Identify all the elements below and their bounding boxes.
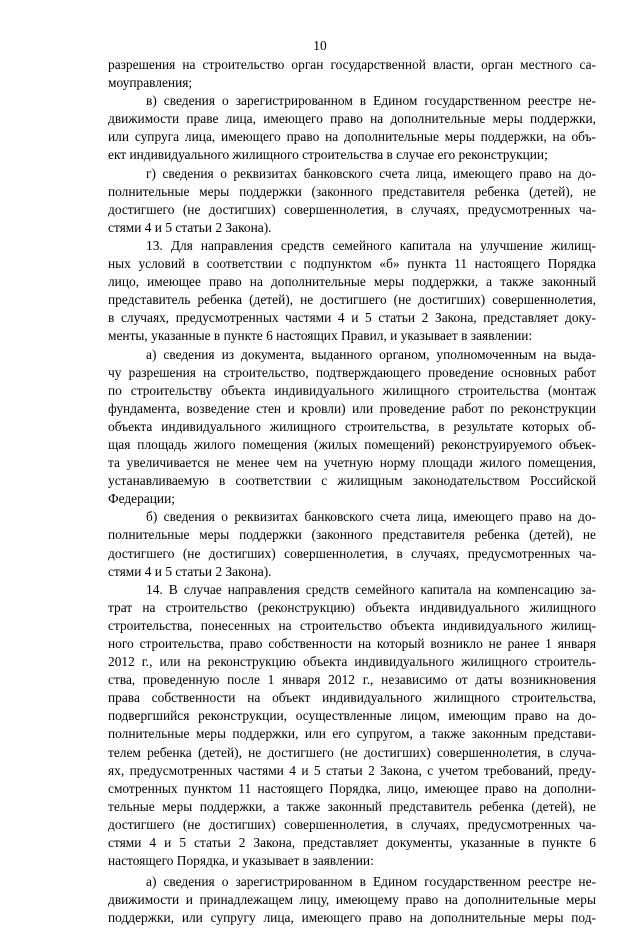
text-line: 2012 г., или на реконструкцию объекта индивидуального жилищного строитель- bbox=[108, 654, 596, 670]
text-line: устанавливаемую в соответствии с жилищным законодательством Российской bbox=[108, 473, 596, 489]
text-line: движимости праве лица, имеющего право на дополнительные меры поддержки, bbox=[108, 111, 596, 127]
text-line: ного строительства, право собственности на который возникло не ранее 1 января bbox=[108, 636, 596, 651]
text-line: подвергшийся реконструкции, осуществленные лицом, имеющим право на до- bbox=[108, 708, 596, 724]
text-line: ства, проведенную после 1 января 2012 г., независимо от даты возникновения bbox=[108, 672, 596, 688]
text-line: ект индивидуального жилищного строительства в случае его реконструкции; bbox=[108, 147, 548, 163]
page-number: 10 bbox=[313, 38, 327, 53]
text-line: достигшего (не достигших) совершеннолетия, в случаях, предусмотренных ча- bbox=[108, 201, 596, 217]
text-line: та увеличивается не менее чем на учетную норму площади жилого помещения, bbox=[108, 455, 596, 471]
text-line: 14. В случае направления средств семейного капитала на компенсацию за- bbox=[146, 581, 596, 597]
text-line: щая площадь жилого помещения (жилых помещений) реконструируемого объек- bbox=[108, 436, 596, 452]
text-line: менты, указанные в пункте 6 настоящих Правил, и указывает в заявлении: bbox=[108, 328, 533, 344]
text-line: полнительные меры поддержки (законного представителя ребенка (детей), не bbox=[108, 183, 596, 199]
text-line: в случаях, предусмотренных частями 4 и 5 статьи 2 Закона, представляет доку- bbox=[108, 310, 596, 326]
text-line: б) сведения о реквизитах банковского счета лица, имеющего право на до- bbox=[146, 509, 596, 525]
text-line: объекта индивидуального жилищного строительства, в результате которых об- bbox=[108, 418, 596, 434]
text-line: стями 4 и 5 статьи 2 Закона). bbox=[108, 563, 272, 579]
text-line: смотренных пунктом 11 настоящего Порядка, лицо, имеющее право на дополни- bbox=[108, 780, 596, 796]
document-body bbox=[108, 56, 596, 928]
text-line: трат на строительство (реконструкцию) объекта индивидуального жилищного bbox=[108, 599, 596, 615]
text-line: движимости и принадлежащем лицу, имеющему право на дополнительные меры bbox=[108, 892, 596, 908]
text-line: строительства, понесенных на строительство объекта индивидуального жилищ- bbox=[108, 617, 596, 633]
text-line: поддержки, или супругу лица, имеющего право на дополнительные меры под- bbox=[108, 910, 596, 926]
text-line: достигшего (не достигших) совершеннолетия, в случаях, предусмотренных ча- bbox=[108, 816, 596, 832]
text-line: фундамента, возведение стен и кровли) или проведение работ по реконструкции bbox=[108, 400, 596, 416]
text-line: полнительные меры поддержки (законного представителя ребенка (детей), не bbox=[108, 527, 596, 543]
text-line: лицо, имеющее право на дополнительные меры поддержки, а также законный bbox=[108, 274, 596, 290]
text-line: Федерации; bbox=[108, 491, 175, 507]
text-line: моуправления; bbox=[108, 75, 193, 91]
text-line: ях, предусмотренных частями 4 и 5 статьи 2 Закона, с учетом требований, преду- bbox=[108, 762, 596, 778]
text-line: тельные меры поддержки, а также законный представитель ребенка (детей), не bbox=[108, 798, 596, 814]
text-line: 13. Для направления средств семейного капитала на улучшение жилищ- bbox=[146, 237, 596, 253]
text-line: а) сведения о зарегистрированном в Едином государственном реестре не- bbox=[146, 874, 596, 890]
text-line: настоящего Порядка, и указывает в заявлении: bbox=[108, 853, 374, 869]
text-line: г) сведения о реквизитах банковского счета лица, имеющего право на до- bbox=[146, 165, 596, 181]
text-line: стями 4 и 5 статьи 2 Закона, представляет документы, указанные в пункте 6 bbox=[108, 835, 596, 851]
text-line: или супруга лица, имеющего право на дополнительные меры поддержки, на объ- bbox=[108, 129, 596, 145]
text-line: чу разрешения на строительство, подтверждающего проведение основных работ bbox=[108, 364, 596, 380]
text-line: в) сведения о зарегистрированном в Едином государственном реестре не- bbox=[146, 93, 596, 109]
text-line: полнительные меры поддержки, или его супругом, а также законным представи- bbox=[108, 726, 596, 742]
text-line: достигшего (не достигших) совершеннолетия, в случаях, предусмотренных ча- bbox=[108, 545, 596, 561]
text-line: разрешения на строительство орган государственной власти, орган местного са- bbox=[108, 57, 596, 72]
text-line: права собственности на объект индивидуального жилищного строительства, bbox=[108, 690, 596, 706]
text-line: ных условий в соответствии с подпунктом «б» пункта 11 настоящего Порядка bbox=[108, 256, 596, 272]
text-line: представитель ребенка (детей), не достигшего (не достигших) совершеннолетия, bbox=[108, 292, 596, 308]
text-line: по строительству объекта индивидуального жилищного строительства (монтаж bbox=[108, 382, 596, 398]
text-line: стями 4 и 5 статьи 2 Закона). bbox=[108, 219, 272, 235]
text-line: а) сведения из документа, выданного органом, уполномоченным на выда- bbox=[146, 346, 596, 362]
text-line: телем ребенка (детей), не достигшего (не достигших) совершеннолетия, в случа- bbox=[108, 744, 596, 760]
